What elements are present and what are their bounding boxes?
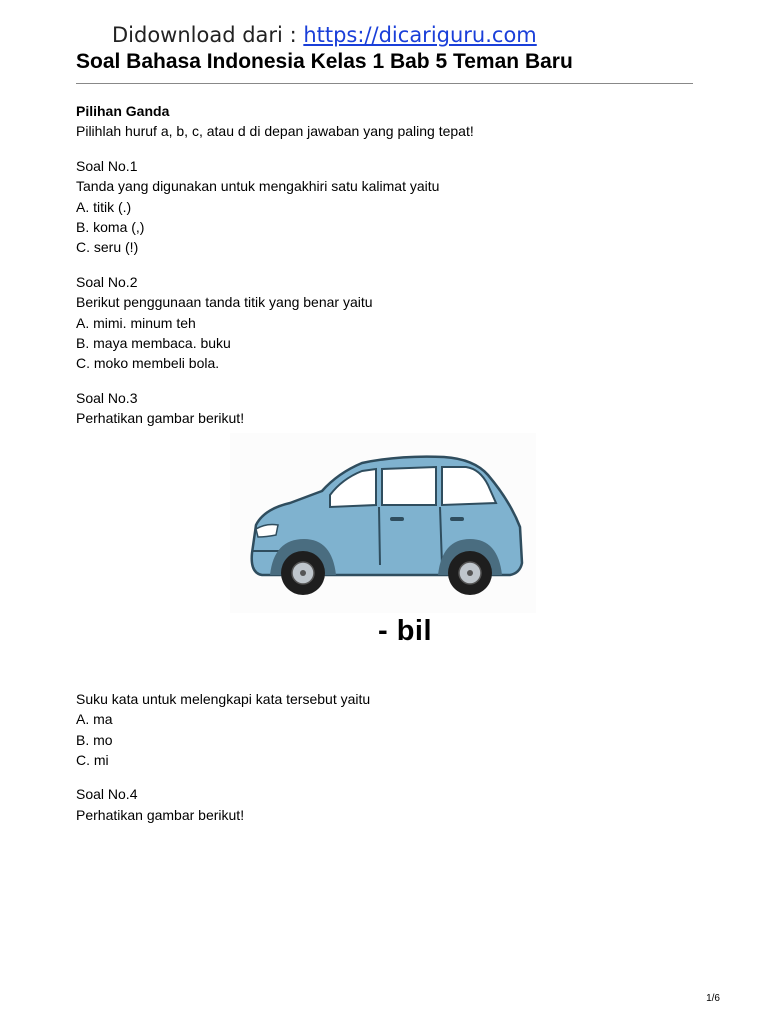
option-c: C. moko membeli bola. xyxy=(76,355,220,372)
question-label: Soal No.2 xyxy=(76,273,138,290)
car-figure xyxy=(76,429,696,689)
question-2 xyxy=(76,272,696,374)
option-c: C. seru (!) xyxy=(76,239,139,256)
question-label: Soal No.4 xyxy=(76,786,138,803)
question-label: Soal No.1 xyxy=(76,157,138,174)
page-number: 1/6 xyxy=(706,993,720,1004)
option-b: B. mo xyxy=(76,731,113,748)
option-c: C. mi xyxy=(76,751,109,768)
page-title: Soal Bahasa Indonesia Kelas 1 Bab 5 Teman Baru xyxy=(76,50,573,73)
title-divider xyxy=(76,83,693,84)
question-label: Soal No.3 xyxy=(76,389,138,406)
car-illustration xyxy=(230,433,536,613)
question-1 xyxy=(76,156,696,258)
question-text: Perhatikan gambar berikut! xyxy=(76,410,245,427)
source-prefix: Didownload dari : xyxy=(112,23,304,47)
question-3-answers xyxy=(76,689,696,771)
car-word-caption: - bil xyxy=(378,614,433,647)
question-3 xyxy=(76,388,696,770)
option-a: A. ma xyxy=(76,711,113,728)
option-b: B. maya membaca. buku xyxy=(76,335,231,352)
source-link[interactable]: https://dicariguru.com xyxy=(303,23,537,47)
question-text: Perhatikan gambar berikut! xyxy=(76,806,245,823)
section-intro xyxy=(76,101,696,142)
question-text: Berikut penggunaan tanda titik yang benar yaitu xyxy=(76,294,373,311)
document-body xyxy=(76,101,696,839)
question-text: Suku kata untuk melengkapi kata tersebut yaitu xyxy=(76,690,371,707)
section-instruction: Pilihlah huruf a, b, c, atau d di depan jawaban yang paling tepat! xyxy=(76,123,474,140)
option-b: B. koma (,) xyxy=(76,219,145,236)
source-line xyxy=(112,23,537,47)
question-text: Tanda yang digunakan untuk mengakhiri satu kalimat yaitu xyxy=(76,178,440,195)
question-4 xyxy=(76,784,696,825)
option-a: A. titik (.) xyxy=(76,198,132,215)
option-a: A. mimi. minum teh xyxy=(76,314,196,331)
section-heading: Pilihan Ganda xyxy=(76,103,170,119)
